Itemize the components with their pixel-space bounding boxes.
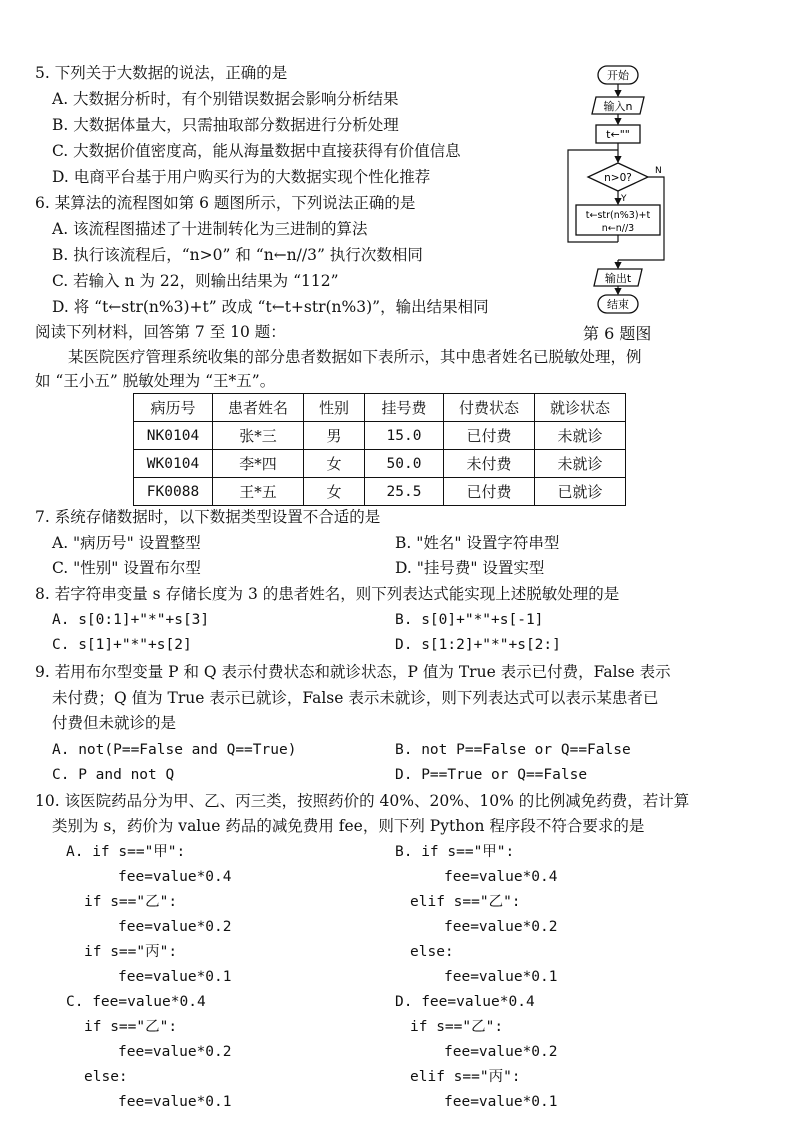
table-cell: 李*四 (213, 450, 304, 478)
q7-option-d: D. "挂号费" 设置实型 (395, 559, 545, 577)
table-cell: 张*三 (213, 422, 304, 450)
figure-caption: 第 6 题图 (583, 324, 652, 343)
patient-table (133, 393, 626, 506)
table-cell: 女 (304, 478, 365, 506)
table-cell: 未就诊 (535, 450, 626, 478)
q10-d-line: D. fee=value*0.4 (395, 994, 535, 1010)
q10-a-line: fee=value*0.4 (118, 869, 232, 885)
table-row (134, 450, 626, 478)
table-cell: 50.0 (365, 450, 444, 478)
q8-option-a: A. s[0:1]+"*"+s[3] (52, 612, 210, 628)
q10-stem-line1: 10. 该医院药品分为甲、乙、丙三类，按照药价的 40%、20%、10% 的比例减免药费，若计算 (35, 792, 690, 810)
table-cell: 已就诊 (535, 478, 626, 506)
q10-c-line: fee=value*0.2 (118, 1044, 232, 1060)
q10-a-line: if s=="乙": (84, 894, 178, 910)
q10-c-line: else: (84, 1069, 128, 1085)
material-paragraph-line1: 某医院医疗管理系统收集的部分患者数据如下表所示，其中患者姓名已脱敏处理，例 (68, 348, 642, 366)
table-row (134, 478, 626, 506)
q10-a-line: if s=="丙": (84, 944, 178, 960)
q10-d-line: fee=value*0.2 (444, 1044, 558, 1060)
table-header-row (134, 394, 626, 422)
table-cell: 未就诊 (535, 422, 626, 450)
flow-input-label: 输入n (603, 100, 633, 113)
q7-option-c: C. "性别" 设置布尔型 (52, 559, 201, 577)
table-cell: 男 (304, 422, 365, 450)
table-cell: NK0104 (134, 422, 213, 450)
q10-b-line: fee=value*0.2 (444, 919, 558, 935)
q9-stem-line2: 未付费；Q 值为 True 表示已就诊，False 表示未就诊，则下列表达式可以表示某患者已 (52, 689, 659, 707)
flow-body-line1: t←str(n%3)+t (585, 210, 651, 221)
q10-b-line: else: (410, 944, 454, 960)
q10-b-line: elif s=="乙": (410, 894, 521, 910)
table-header: 性别 (304, 394, 365, 422)
q5-option-b: B. 大数据体量大，只需抽取部分数据进行分析处理 (52, 116, 399, 134)
table-cell: 已付费 (444, 478, 535, 506)
table-header: 就诊状态 (535, 394, 626, 422)
q9-stem-line1: 9. 若用布尔型变量 P 和 Q 表示付费状态和就诊状态，P 值为 True 表示已付费，False 表示 (35, 663, 671, 681)
table-cell: FK0088 (134, 478, 213, 506)
flow-end-label: 结束 (607, 298, 629, 311)
q6-option-d: D. 将 “t←str(n%3)+t” 改成 “t←t+str(n%3)”，输出结果相同 (52, 298, 489, 316)
q10-d-line: if s=="乙": (410, 1019, 504, 1035)
q9-option-b: B. not P==False or Q==False (395, 742, 631, 758)
material-paragraph-line2: 如 “王小五” 脱敏处理为 “王*五”。 (35, 372, 276, 390)
table-header: 挂号费 (365, 394, 444, 422)
q7-option-b: B. "姓名" 设置字符串型 (395, 534, 560, 552)
q6-option-b: B. 执行该流程后，“n>0” 和 “n←n//3” 执行次数相同 (52, 246, 423, 264)
q10-stem-line2: 类别为 s，药价为 value 药品的减免费用 fee，则下列 Python 程序段不符合要求的是 (52, 817, 645, 835)
q5-stem: 5. 下列关于大数据的说法，正确的是 (35, 64, 288, 82)
q9-option-d: D. P==True or Q==False (395, 767, 588, 783)
q9-stem-line3: 付费但未就诊的是 (52, 714, 177, 732)
flow-start-label: 开始 (607, 69, 629, 82)
q5-option-c: C. 大数据价值密度高，能从海量数据中直接获得有价值信息 (52, 142, 461, 160)
table-cell: 15.0 (365, 422, 444, 450)
q8-option-b: B. s[0]+"*"+s[-1] (395, 612, 544, 628)
table-header: 患者姓名 (213, 394, 304, 422)
q8-option-d: D. s[1:2]+"*"+s[2:] (395, 637, 561, 653)
q10-d-line: elif s=="丙": (410, 1069, 521, 1085)
table-cell: 女 (304, 450, 365, 478)
table-cell: 王*五 (213, 478, 304, 506)
q6-option-a: A. 该流程图描述了十进制转化为三进制的算法 (52, 220, 368, 238)
q8-stem: 8. 若字符串变量 s 存储长度为 3 的患者姓名，则下列表达式能实现上述脱敏处理的是 (35, 585, 620, 603)
q10-c-line: C. fee=value*0.4 (66, 994, 206, 1010)
q5-option-d: D. 电商平台基于用户购买行为的大数据实现个性化推荐 (52, 168, 431, 186)
q10-a-line: fee=value*0.2 (118, 919, 232, 935)
q10-c-line: fee=value*0.1 (118, 1094, 232, 1110)
flow-output-label: 输出t (604, 272, 632, 285)
q10-b-line: B. if s=="甲": (395, 844, 515, 860)
flow-body-line2: n←n//3 (601, 223, 635, 234)
q10-d-line: fee=value*0.1 (444, 1094, 558, 1110)
table-header: 付费状态 (444, 394, 535, 422)
material-intro: 阅读下列材料，回答第 7 至 10 题： (35, 323, 286, 341)
table-cell: 25.5 (365, 478, 444, 506)
q7-stem: 7. 系统存储数据时，以下数据类型设置不合适的是 (35, 508, 381, 526)
q10-a-line: fee=value*0.1 (118, 969, 232, 985)
table-header: 病历号 (134, 394, 213, 422)
q10-a-line: A. if s=="甲": (66, 844, 186, 860)
q6-stem: 6. 某算法的流程图如第 6 题图所示，下列说法正确的是 (35, 194, 416, 212)
table-cell: 已付费 (444, 422, 535, 450)
q9-option-c: C. P and not Q (52, 767, 175, 783)
q5-option-a: A. 大数据分析时，有个别错误数据会影响分析结果 (52, 90, 399, 108)
q7-option-a: A. "病历号" 设置整型 (52, 534, 201, 552)
q10-c-line: if s=="乙": (84, 1019, 178, 1035)
flow-init-label: t←"" (606, 128, 630, 141)
flowchart-diagram (560, 60, 680, 315)
q10-b-line: fee=value*0.1 (444, 969, 558, 985)
flow-condition-label: n>0? (604, 172, 632, 184)
table-cell: WK0104 (134, 450, 213, 478)
q9-option-a: A. not(P==False and Q==True) (52, 742, 297, 758)
flow-no-label: N (655, 166, 662, 176)
q8-option-c: C. s[1]+"*"+s[2] (52, 637, 192, 653)
q10-b-line: fee=value*0.4 (444, 869, 558, 885)
table-row (134, 422, 626, 450)
flow-yes-label: Y (621, 194, 627, 204)
table-cell: 未付费 (444, 450, 535, 478)
q6-option-c: C. 若输入 n 为 22，则输出结果为 “112” (52, 272, 339, 290)
